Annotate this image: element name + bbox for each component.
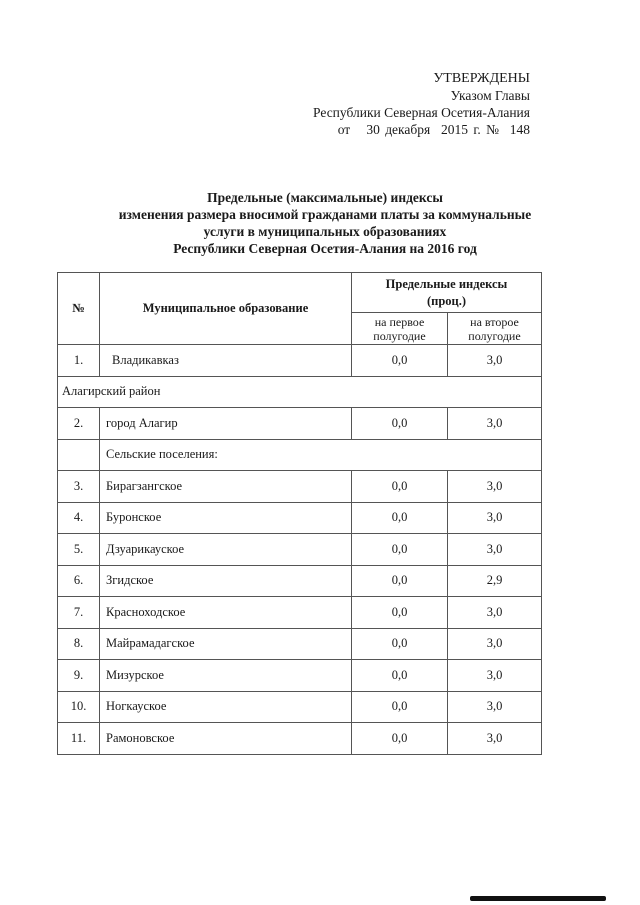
row-first-half: 0,0 <box>352 723 448 755</box>
table-row <box>58 723 542 755</box>
row-second-half: 2,9 <box>448 565 542 597</box>
row-second-half: 3,0 <box>448 691 542 723</box>
row-second-half: 3,0 <box>448 597 542 629</box>
row-second-half: 3,0 <box>448 408 542 440</box>
row-municipality: Владикавказ <box>100 345 352 377</box>
table-row <box>58 597 542 629</box>
table-row <box>58 628 542 660</box>
row-number: 1. <box>58 345 100 377</box>
row-municipality: Красноходское <box>100 597 352 629</box>
approval-line-1: Указом Главы <box>450 88 530 103</box>
table-row <box>58 660 542 692</box>
row-second-half: 3,0 <box>448 628 542 660</box>
approval-block <box>313 70 530 138</box>
header-second-half: на второе полугодие <box>448 313 542 345</box>
header-first-half: на первое полугодие <box>352 313 448 345</box>
row-number: 8. <box>58 628 100 660</box>
row-first-half: 0,0 <box>352 471 448 503</box>
row-first-half: 0,0 <box>352 565 448 597</box>
row-number: 3. <box>58 471 100 503</box>
table-row <box>58 408 542 440</box>
row-number: 9. <box>58 660 100 692</box>
approval-date-line: от 30 декабря 2015 г. № 148 <box>337 122 530 137</box>
approval-line-2: Республики Северная Осетия-Алания <box>313 105 530 120</box>
row-municipality: Буронское <box>100 502 352 534</box>
table-row <box>58 565 542 597</box>
row-municipality: Рамоновское <box>100 723 352 755</box>
row-first-half: 0,0 <box>352 691 448 723</box>
row-first-half: 0,0 <box>352 534 448 566</box>
indices-table <box>57 272 542 755</box>
section-row <box>58 439 542 471</box>
row-number: 11. <box>58 723 100 755</box>
table-row <box>58 502 542 534</box>
title-line-4: Республики Северная Осетия-Алания на 2016 год <box>173 241 477 256</box>
row-first-half: 0,0 <box>352 628 448 660</box>
header-municipality: Муниципальное образование <box>100 273 352 345</box>
empty-cell <box>58 439 100 471</box>
row-municipality: Дзуарикауское <box>100 534 352 566</box>
title-line-1: Предельные (максимальные) индексы <box>207 190 443 205</box>
table-row <box>58 534 542 566</box>
header-number: № <box>58 273 100 345</box>
row-second-half: 3,0 <box>448 345 542 377</box>
table-row <box>58 691 542 723</box>
row-number: 2. <box>58 408 100 440</box>
row-municipality: Мизурское <box>100 660 352 692</box>
header-indices: Предельные индексы (проц.) <box>352 273 542 313</box>
row-municipality: Згидское <box>100 565 352 597</box>
title-line-2: изменения размера вносимой гражданами платы за коммунальные <box>118 207 532 222</box>
row-first-half: 0,0 <box>352 660 448 692</box>
row-second-half: 3,0 <box>448 534 542 566</box>
row-number: 10. <box>58 691 100 723</box>
row-second-half: 3,0 <box>448 723 542 755</box>
scan-artifact-line <box>470 896 606 901</box>
section-alagir: Алагирский район <box>58 376 542 408</box>
approval-heading: УТВЕРЖДЕНЫ <box>433 71 530 86</box>
section-row <box>58 376 542 408</box>
row-first-half: 0,0 <box>352 408 448 440</box>
row-second-half: 3,0 <box>448 502 542 534</box>
row-second-half: 3,0 <box>448 660 542 692</box>
row-number: 6. <box>58 565 100 597</box>
row-number: 7. <box>58 597 100 629</box>
document-title <box>40 189 610 257</box>
section-rural: Сельские поселения: <box>100 439 542 471</box>
row-number: 4. <box>58 502 100 534</box>
table-row <box>58 345 542 377</box>
row-number: 5. <box>58 534 100 566</box>
row-municipality: Ногкауское <box>100 691 352 723</box>
row-first-half: 0,0 <box>352 597 448 629</box>
row-first-half: 0,0 <box>352 502 448 534</box>
row-municipality: город Алагир <box>100 408 352 440</box>
title-line-3: услуги в муниципальных образованиях <box>203 224 447 239</box>
row-municipality: Бирагзангское <box>100 471 352 503</box>
row-municipality: Майрамадагское <box>100 628 352 660</box>
row-second-half: 3,0 <box>448 471 542 503</box>
table-row <box>58 471 542 503</box>
row-first-half: 0,0 <box>352 345 448 377</box>
